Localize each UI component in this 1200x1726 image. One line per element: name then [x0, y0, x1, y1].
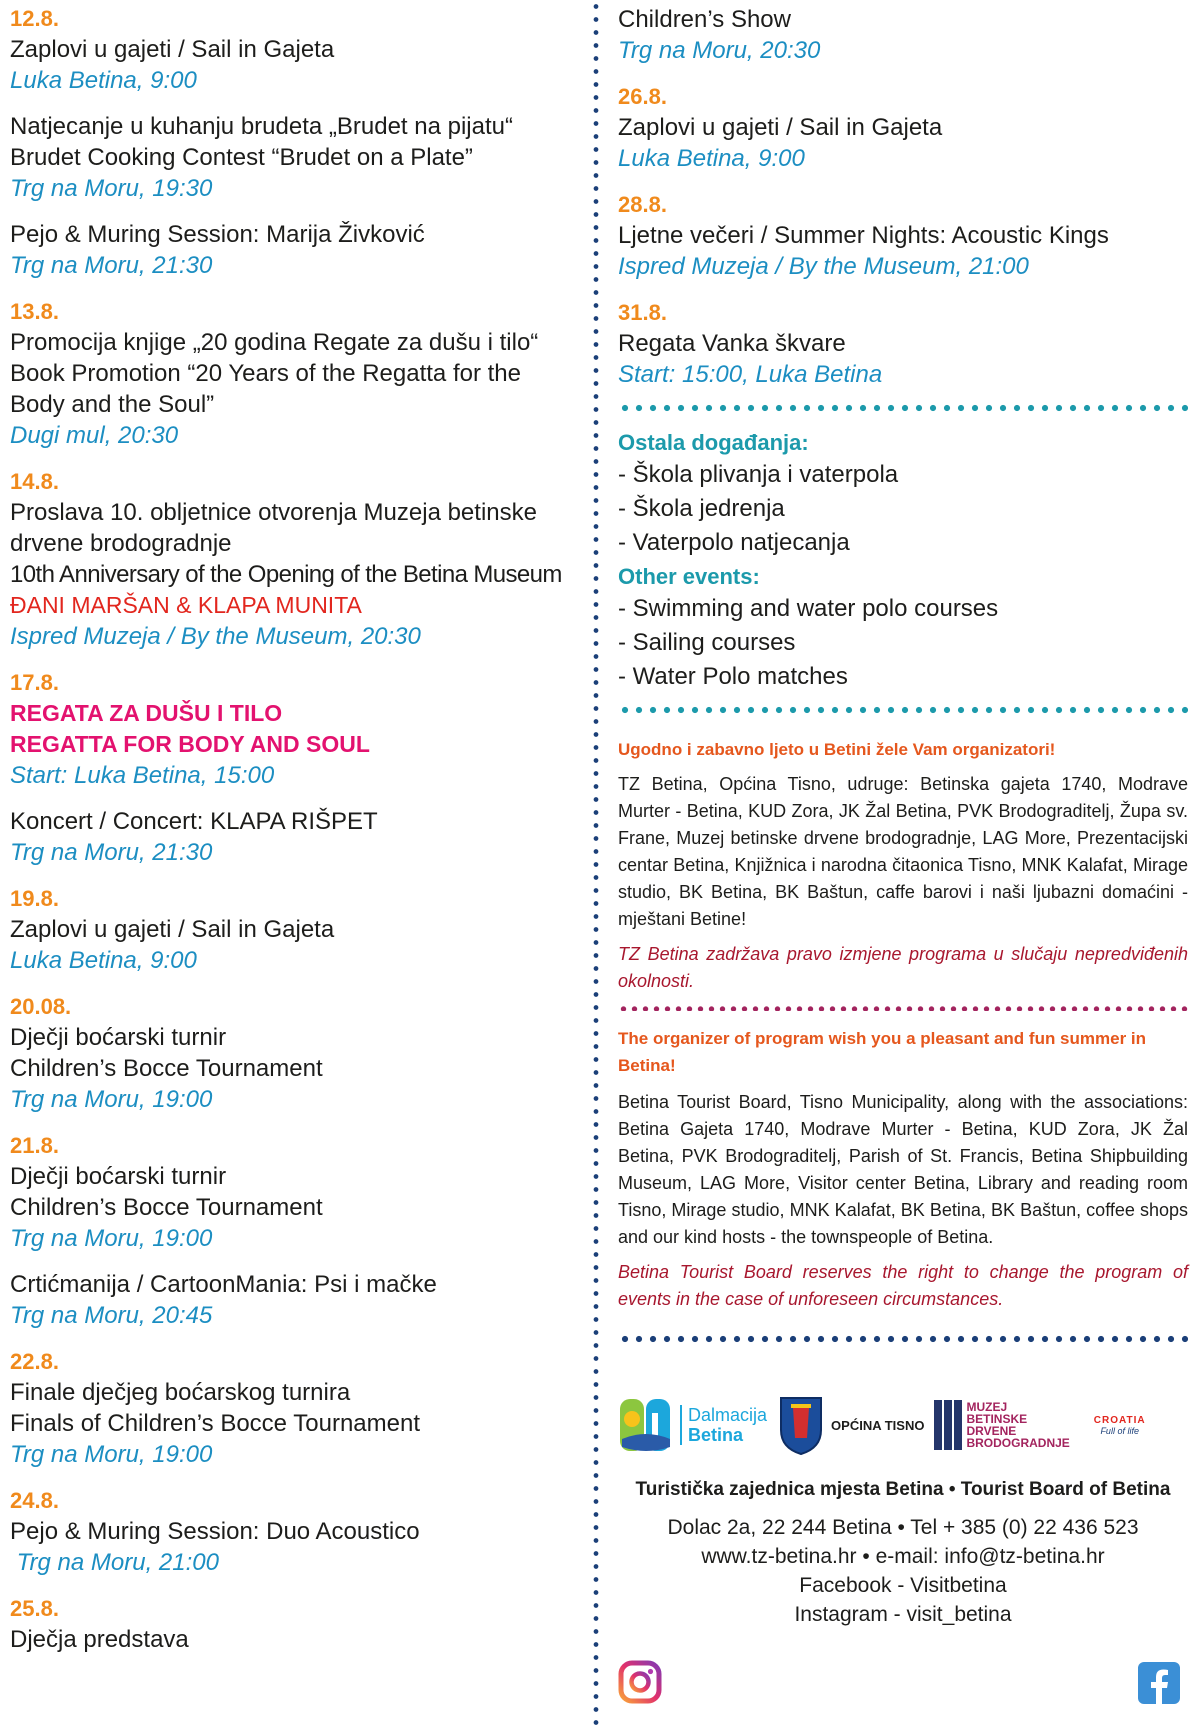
spacer	[10, 1254, 580, 1269]
event-location: Ispred Muzeja / By the Museum, 20:30	[10, 623, 421, 650]
divider-teal	[618, 404, 1188, 412]
event-title: Children’s Show	[618, 6, 791, 33]
event-title: Natjecanje u kuhanju brudeta „Brudet na pijatu“	[10, 113, 513, 140]
spacer	[10, 281, 580, 297]
dalmacija-logo-icon	[618, 1395, 674, 1455]
event-performer: ĐANI MARŠAN & KLAPA MUNITA	[10, 592, 362, 618]
event-item	[618, 112, 1188, 174]
other-events-en-heading: Other events:	[618, 564, 760, 589]
event-item	[10, 1377, 580, 1470]
event-date-group	[10, 467, 580, 652]
event-title: Pejo & Muring Session: Marija Živković	[10, 221, 425, 248]
event-title: Ljetne večeri / Summer Nights: Acoustic Kings	[618, 222, 1109, 249]
event-location: Trg na Moru, 19:30	[10, 175, 213, 202]
dalmacija-betina-logo	[618, 1395, 767, 1455]
organizers-hr	[618, 736, 1188, 995]
spacer	[618, 66, 1188, 82]
muzej-line: BRODOGRADNJE	[966, 1436, 1070, 1450]
event-title: Proslava 10. obljetnice otvorenja Muzeja betinske	[10, 499, 537, 526]
instagram-icon[interactable]	[618, 1660, 662, 1704]
event-title: Book Promotion “20 Years of the Regatta for the	[10, 360, 521, 387]
event-date-group	[618, 4, 1188, 66]
opcina-tisno-logo	[777, 1394, 924, 1456]
event-item	[10, 34, 580, 96]
other-events-hr-heading: Ostala događanja:	[618, 430, 809, 455]
other-events-en	[618, 562, 1188, 694]
event-item	[10, 219, 580, 281]
event-title-highlight: REGATTA FOR BODY AND SOUL	[10, 731, 370, 757]
event-location: Trg na Moru, 21:00	[10, 1549, 219, 1576]
event-location: Luka Betina, 9:00	[10, 947, 197, 974]
event-date: 21.8.	[10, 1133, 59, 1158]
right-events	[618, 4, 1188, 390]
event-title: Children’s Bocce Tournament	[10, 1194, 323, 1221]
event-date: 22.8.	[10, 1349, 59, 1374]
event-item	[10, 1269, 580, 1331]
spacer	[10, 1115, 580, 1131]
organizers-en-body: Betina Tourist Board, Tisno Municipality, along with the associations: Betina Gajeta 1740, Modrave Murter - Betina, KUD Zora, JK Žal Betina, PVK Brodograditelj, Parish of St. Francis, Betina Shipbuilding Museum, LAG More, Visitor center Betina, Library and reading room Tisno, Mirage studio, MNK Kalafat, BK Betina, BK Baštun, coffee shops and our kind hosts - the townspeople of Betina.	[618, 1092, 1188, 1247]
event-date-group	[10, 1347, 580, 1470]
spacer	[10, 652, 580, 668]
event-location: Start: 15:00, Luka Betina	[618, 361, 883, 388]
event-title: Dječji boćarski turnir	[10, 1163, 227, 1190]
event-date-group	[10, 884, 580, 976]
event-title-highlight: REGATA ZA DUŠU I TILO	[10, 700, 283, 726]
spacer	[10, 204, 580, 219]
event-title: Promocija knjige „20 godina Regate za dušu i tilo“	[10, 329, 539, 356]
spacer	[10, 96, 580, 111]
betina-text: Betina	[688, 1425, 744, 1445]
footer-facebook[interactable]: Facebook - Visitbetina	[799, 1574, 1007, 1597]
spacer	[10, 451, 580, 467]
event-date-group	[10, 1486, 580, 1578]
event-location: Trg na Moru, 20:45	[10, 1302, 213, 1329]
event-date: 28.8.	[618, 192, 667, 217]
event-item	[618, 4, 1188, 66]
museum-logo-icon	[934, 1400, 962, 1450]
event-date: 20.08.	[10, 994, 72, 1019]
event-title: Pejo & Muring Session: Duo Acoustico	[10, 1518, 420, 1545]
event-location: Trg na Moru, 19:00	[10, 1086, 213, 1113]
croatia-text: CROATIA	[1093, 1414, 1146, 1426]
event-title: Zaplovi u gajeti / Sail in Gajeta	[10, 36, 335, 63]
divider-dotted	[618, 1005, 1188, 1011]
event-item	[618, 220, 1188, 282]
event-location: Trg na Moru, 20:30	[618, 37, 821, 64]
event-location: Dugi mul, 20:30	[10, 422, 179, 449]
event-date-group	[10, 992, 580, 1115]
spacer	[10, 1331, 580, 1347]
opcina-tisno-text: OPĆINA TISNO	[831, 1417, 925, 1433]
spacer	[10, 976, 580, 992]
croatia-tagline: Full of life	[1100, 1425, 1139, 1436]
event-item	[10, 327, 580, 451]
event-title: Body and the Soul”	[10, 391, 215, 418]
organizers-hr-note: TZ Betina zadržava pravo izmjene programa u slučaju nepredviđenih okolnosti.	[618, 944, 1188, 991]
event-date: 19.8.	[10, 886, 59, 911]
event-title: drvene brodogradnje	[10, 530, 232, 557]
event-date: 24.8.	[10, 1488, 59, 1513]
event-title: Regata Vanka škvare	[618, 330, 846, 357]
event-title: Crtićmanija / CartoonMania: Psi i mačke	[10, 1271, 437, 1298]
event-location: Trg na Moru, 19:00	[10, 1441, 213, 1468]
event-location: Luka Betina, 9:00	[618, 145, 805, 172]
event-location: Ispred Muzeja / By the Museum, 21:00	[618, 253, 1029, 280]
event-location: Trg na Moru, 21:30	[10, 252, 213, 279]
event-date-group	[618, 82, 1188, 174]
left-column	[10, 4, 580, 1655]
croatia-logo	[1094, 1415, 1146, 1436]
spacer	[10, 868, 580, 884]
dalmacija-text: Dalmacija	[688, 1405, 768, 1425]
event-title: Zaplovi u gajeti / Sail in Gajeta	[10, 916, 335, 943]
spacer	[10, 791, 580, 806]
muzej-line: DRVENE	[966, 1424, 1017, 1438]
footer-instagram[interactable]: Instagram - visit_betina	[794, 1603, 1012, 1626]
event-date-group	[10, 4, 580, 281]
organizers-en-note: Betina Tourist Board reserves the right to change the program of events in the case of unforeseen circumstances.	[618, 1262, 1188, 1309]
event-item	[10, 914, 580, 976]
list-item: - Škola plivanja i vaterpola	[618, 461, 899, 488]
spacer	[10, 1470, 580, 1486]
footer-address: Dolac 2a, 22 244 Betina • Tel + 385 (0) 22 436 523	[667, 1516, 1139, 1539]
event-date-group	[10, 1594, 580, 1655]
event-title: Finale dječjeg boćarskog turnira	[10, 1379, 351, 1406]
event-date-group	[10, 297, 580, 451]
event-item	[10, 806, 580, 868]
event-date: 14.8.	[10, 469, 59, 494]
event-item	[10, 497, 580, 652]
muzej-logo	[934, 1400, 1069, 1450]
spacer	[618, 174, 1188, 190]
event-item	[10, 1516, 580, 1578]
event-date: 17.8.	[10, 670, 59, 695]
event-date: 26.8.	[618, 84, 667, 109]
muzej-line: BETINSKE	[966, 1412, 1028, 1426]
event-item	[10, 698, 580, 791]
organizers-hr-body: TZ Betina, Općina Tisno, udruge: Betinska gajeta 1740, Modrave Murter - Betina, KUD Zora, JK Žal Betina, PVK Brodograditelj, Župa sv. Frane, Muzej betinske drvene brodogradnje, LAG More, Prezentacijski centar Betina, Knjižnica i narodna čitaonica Tisno, MNK Kalafat, Mirage studio, BK Betina, BK Baštun, caffe barovi i naši ljubazni domaćini - mještani Betine!	[618, 774, 1188, 929]
divider-navy	[618, 1335, 1188, 1343]
event-date: 12.8.	[10, 6, 59, 31]
event-title: Dječja predstava	[10, 1626, 189, 1653]
organizers-en	[618, 1025, 1188, 1313]
event-date: 25.8.	[10, 1596, 59, 1621]
spacer	[618, 282, 1188, 298]
event-title: Zaplovi u gajeti / Sail in Gajeta	[618, 114, 943, 141]
other-events-hr	[618, 428, 1188, 560]
facebook-icon[interactable]	[1138, 1662, 1180, 1704]
event-item	[618, 328, 1188, 390]
event-title: Children’s Bocce Tournament	[10, 1055, 323, 1082]
event-title: Brudet Cooking Contest “Brudet on a Plate”	[10, 144, 473, 171]
event-date: 13.8.	[10, 299, 59, 324]
coat-of-arms-icon	[777, 1394, 825, 1456]
event-title: Dječji boćarski turnir	[10, 1024, 227, 1051]
event-location: Trg na Moru, 19:00	[10, 1225, 213, 1252]
list-item: - Swimming and water polo courses	[618, 595, 999, 622]
event-location: Start: Luka Betina, 15:00	[10, 762, 275, 789]
event-title: Koncert / Concert: KLAPA RIŠPET	[10, 808, 378, 835]
footer-web: www.tz-betina.hr • e-mail: info@tz-betina.hr	[701, 1545, 1105, 1568]
event-item	[10, 111, 580, 204]
column-divider	[593, 0, 599, 1726]
logo-strip	[618, 1387, 1188, 1463]
event-item	[10, 1624, 580, 1655]
event-title: Finals of Children’s Bocce Tournament	[10, 1410, 420, 1437]
event-date-group	[618, 298, 1188, 390]
footer-title: Turistička zajednica mjesta Betina • Tourist Board of Betina	[635, 1479, 1171, 1500]
spacer	[10, 1578, 580, 1594]
divider-teal	[618, 706, 1188, 714]
right-column	[618, 4, 1188, 1629]
event-item	[10, 1022, 580, 1115]
event-date-group	[618, 190, 1188, 282]
event-date: 31.8.	[618, 300, 667, 325]
event-item	[10, 1161, 580, 1254]
event-location: Trg na Moru, 21:30	[10, 839, 213, 866]
organizers-hr-heading: Ugodno i zabavno ljeto u Betini žele Vam organizatori!	[618, 740, 1056, 759]
list-item: - Sailing courses	[618, 629, 796, 656]
list-item: - Vaterpolo natjecanja	[618, 529, 850, 556]
list-item: - Water Polo matches	[618, 663, 848, 690]
muzej-line: MUZEJ	[966, 1400, 1008, 1414]
event-location: Luka Betina, 9:00	[10, 67, 197, 94]
list-item: - Škola jedrenja	[618, 495, 785, 522]
event-date-group	[10, 668, 580, 868]
organizers-en-heading: The organizer of program wish you a pleasant and fun summer in Betina!	[618, 1029, 1147, 1075]
event-date-group	[10, 1131, 580, 1331]
event-title: 10th Anniversary of the Opening of the Betina Museum	[10, 561, 562, 588]
